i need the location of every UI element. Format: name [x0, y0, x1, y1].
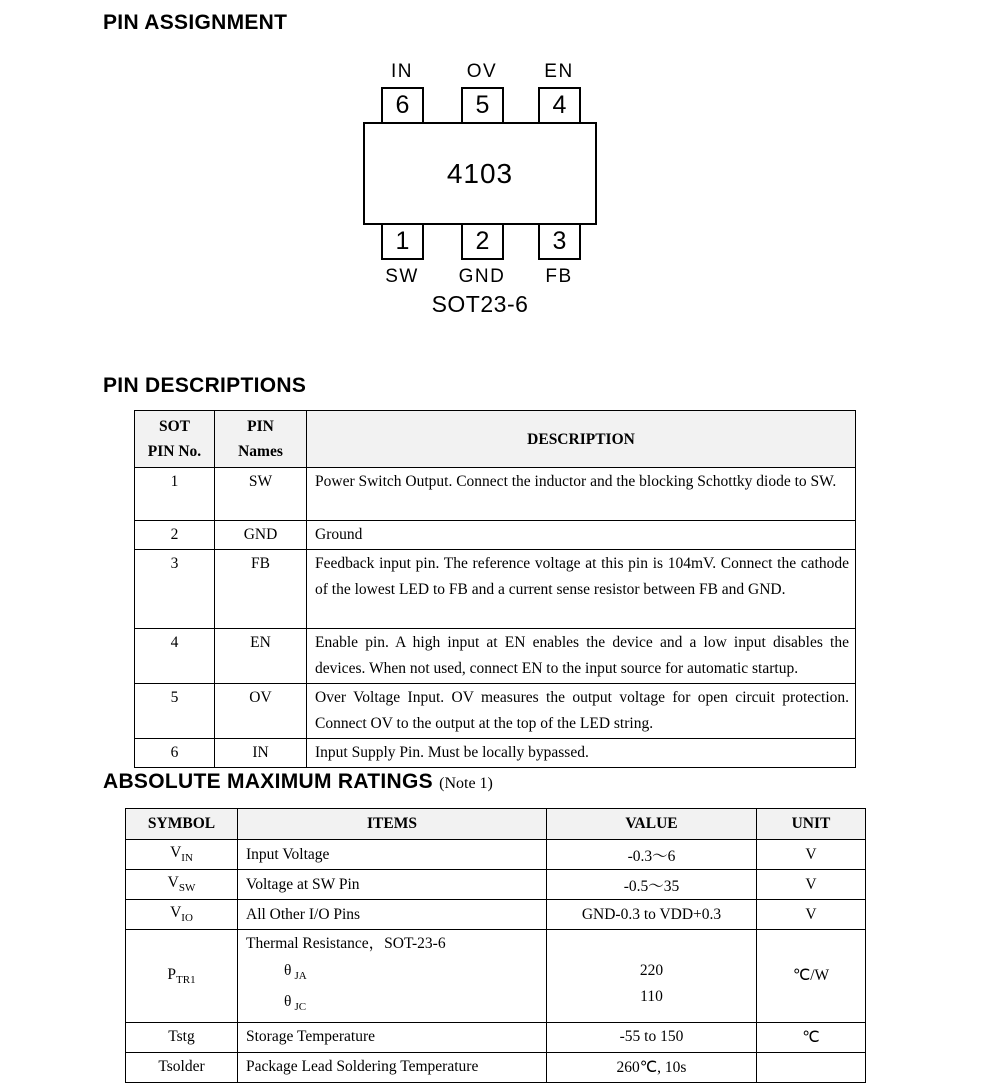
value-cell	[547, 930, 757, 1023]
header-unit: UNIT	[757, 809, 866, 840]
symbol-subscript: SW	[178, 882, 196, 895]
pin-description-cell: Ground	[307, 521, 856, 550]
pin-no-cell: 1	[135, 468, 215, 521]
abs-max-title-text: ABSOLUTE MAXIMUM RATINGS	[103, 770, 433, 793]
symbol-subscript: TR1	[176, 973, 196, 986]
symbol-cell	[126, 930, 238, 1023]
pin-no-cell: 5	[135, 683, 215, 738]
pin-description-cell: Power Switch Output. Connect the inductor and the blocking Schottky diode to SW.	[307, 468, 856, 521]
theta-jc-line	[246, 989, 545, 1021]
abs-max-note: (Note 1)	[439, 775, 493, 792]
pin-number: 2	[475, 227, 490, 255]
unit-cell	[757, 1052, 866, 1082]
table-row	[135, 468, 856, 521]
pin-name-cell: EN	[215, 629, 307, 684]
pin-descriptions-table	[134, 410, 856, 768]
header-line: PIN	[247, 418, 274, 435]
thermal-resistance-line: Thermal Resistance，SOT-23-6	[246, 935, 446, 952]
symbol-base: V	[170, 904, 182, 922]
value-cell: GND-0.3 to VDD+0.3	[547, 900, 757, 930]
theta-ja-value: 220	[639, 961, 664, 979]
pin-number: 1	[395, 227, 410, 255]
symbol-cell: Tstg	[126, 1022, 238, 1052]
symbol-subscript: IO	[181, 912, 193, 925]
unit-cell: V	[757, 900, 866, 930]
unit-cell: ℃/W	[757, 930, 866, 1023]
value-blank-line	[548, 931, 755, 958]
table-row	[135, 683, 856, 738]
table-row	[135, 629, 856, 684]
absolute-maximum-ratings-table	[125, 808, 866, 1083]
pin-number: 4	[552, 91, 567, 119]
header-items: ITEMS	[238, 809, 547, 840]
pin-box-4	[538, 87, 581, 124]
pin-name-cell: OV	[215, 683, 307, 738]
pin-no-cell: 6	[135, 738, 215, 767]
symbol-cell	[126, 840, 238, 870]
theta-symbol: θ	[284, 961, 292, 979]
unit-cell: V	[757, 840, 866, 870]
pin-name-label-sw: SW	[385, 266, 419, 287]
pin-no-cell: 3	[135, 550, 215, 629]
unit-cell: ℃	[757, 1022, 866, 1052]
header-pin-names	[215, 411, 307, 468]
header-line: PIN No.	[147, 443, 202, 460]
theta-jc-value: 110	[640, 988, 663, 1005]
items-cell: All Other I/O Pins	[238, 900, 547, 930]
pin-box-6	[381, 87, 424, 124]
pin-name-cell: GND	[215, 521, 307, 550]
symbol-subscript: IN	[181, 852, 193, 865]
pin-name-label-ov: OV	[466, 61, 498, 82]
pin-box-2	[461, 223, 504, 260]
pin-description-cell: Input Supply Pin. Must be locally bypassed.	[307, 738, 856, 767]
symbol-cell	[126, 900, 238, 930]
pin-number: 6	[395, 91, 410, 119]
table-header-row	[135, 411, 856, 468]
header-line: SOT	[158, 418, 190, 435]
pin-assignment-title: PIN ASSIGNMENT	[103, 11, 288, 34]
pin-name-cell: FB	[215, 550, 307, 629]
table-row	[126, 1052, 866, 1082]
pin-name-label-in: IN	[391, 61, 413, 82]
table-header-row	[126, 809, 866, 840]
pin-box-3	[538, 223, 581, 260]
chip-body	[363, 122, 597, 225]
symbol-cell: Tsolder	[126, 1052, 238, 1082]
items-cell: Storage Temperature	[238, 1022, 547, 1052]
table-row	[126, 870, 866, 900]
pin-description-cell: Enable pin. A high input at EN enables the device and a low input disables the devices. When not used, connect EN to the input source for automatic startup.	[307, 629, 856, 684]
theta-ja-subscript: JA	[294, 969, 307, 982]
value-cell: -0.3～6	[547, 840, 757, 870]
abs-max-ratings-title	[103, 770, 493, 794]
table-row	[126, 900, 866, 930]
symbol-cell	[126, 870, 238, 900]
table-row	[126, 930, 866, 1023]
header-symbol: SYMBOL	[126, 809, 238, 840]
items-cell: Voltage at SW Pin	[238, 870, 547, 900]
table-row	[135, 550, 856, 629]
header-value: VALUE	[547, 809, 757, 840]
items-cell: Input Voltage	[238, 840, 547, 870]
value-cell: 260℃, 10s	[547, 1052, 757, 1082]
pin-name-cell: IN	[215, 738, 307, 767]
pin-number: 3	[552, 227, 567, 255]
header-sot-pin-no	[135, 411, 215, 468]
table-row	[126, 1022, 866, 1052]
pin-description-cell: Feedback input pin. The reference voltage at this pin is 104mV. Connect the cathode of the lowest LED to FB and a current sense resistor between FB and GND.	[307, 550, 856, 629]
symbol-base: V	[170, 844, 182, 862]
items-cell: Package Lead Soldering Temperature	[238, 1052, 547, 1082]
pin-number: 5	[475, 91, 490, 119]
pin-name-label-fb: FB	[545, 266, 573, 287]
pin-description-cell: Over Voltage Input. OV measures the output voltage for open circuit protection. Connect OV to the output at the top of the LED string.	[307, 683, 856, 738]
table-row	[135, 738, 856, 767]
table-row	[126, 840, 866, 870]
package-label: SOT23-6	[431, 291, 529, 317]
pin-no-cell: 2	[135, 521, 215, 550]
value-cell: -0.5～35	[547, 870, 757, 900]
theta-symbol: θ	[284, 993, 292, 1011]
unit-cell: V	[757, 870, 866, 900]
items-cell	[238, 930, 547, 1023]
pin-descriptions-title: PIN DESCRIPTIONS	[103, 374, 307, 397]
theta-jc-subscript: JC	[294, 1001, 307, 1014]
pin-name-label-gnd: GND	[458, 266, 506, 287]
table-row	[135, 521, 856, 550]
pin-name-label-en: EN	[544, 61, 574, 82]
symbol-base: P	[167, 965, 177, 983]
pin-name-cell: SW	[215, 468, 307, 521]
header-description: DESCRIPTION	[307, 411, 856, 468]
pin-no-cell: 4	[135, 629, 215, 684]
theta-ja-line	[246, 958, 545, 990]
header-line: Names	[238, 443, 283, 460]
chip-label: 4103	[446, 157, 514, 189]
symbol-base: V	[167, 874, 179, 892]
pin-box-1	[381, 223, 424, 260]
chip-diagram	[0, 0, 991, 330]
value-cell: -55 to 150	[547, 1022, 757, 1052]
pin-box-5	[461, 87, 504, 124]
